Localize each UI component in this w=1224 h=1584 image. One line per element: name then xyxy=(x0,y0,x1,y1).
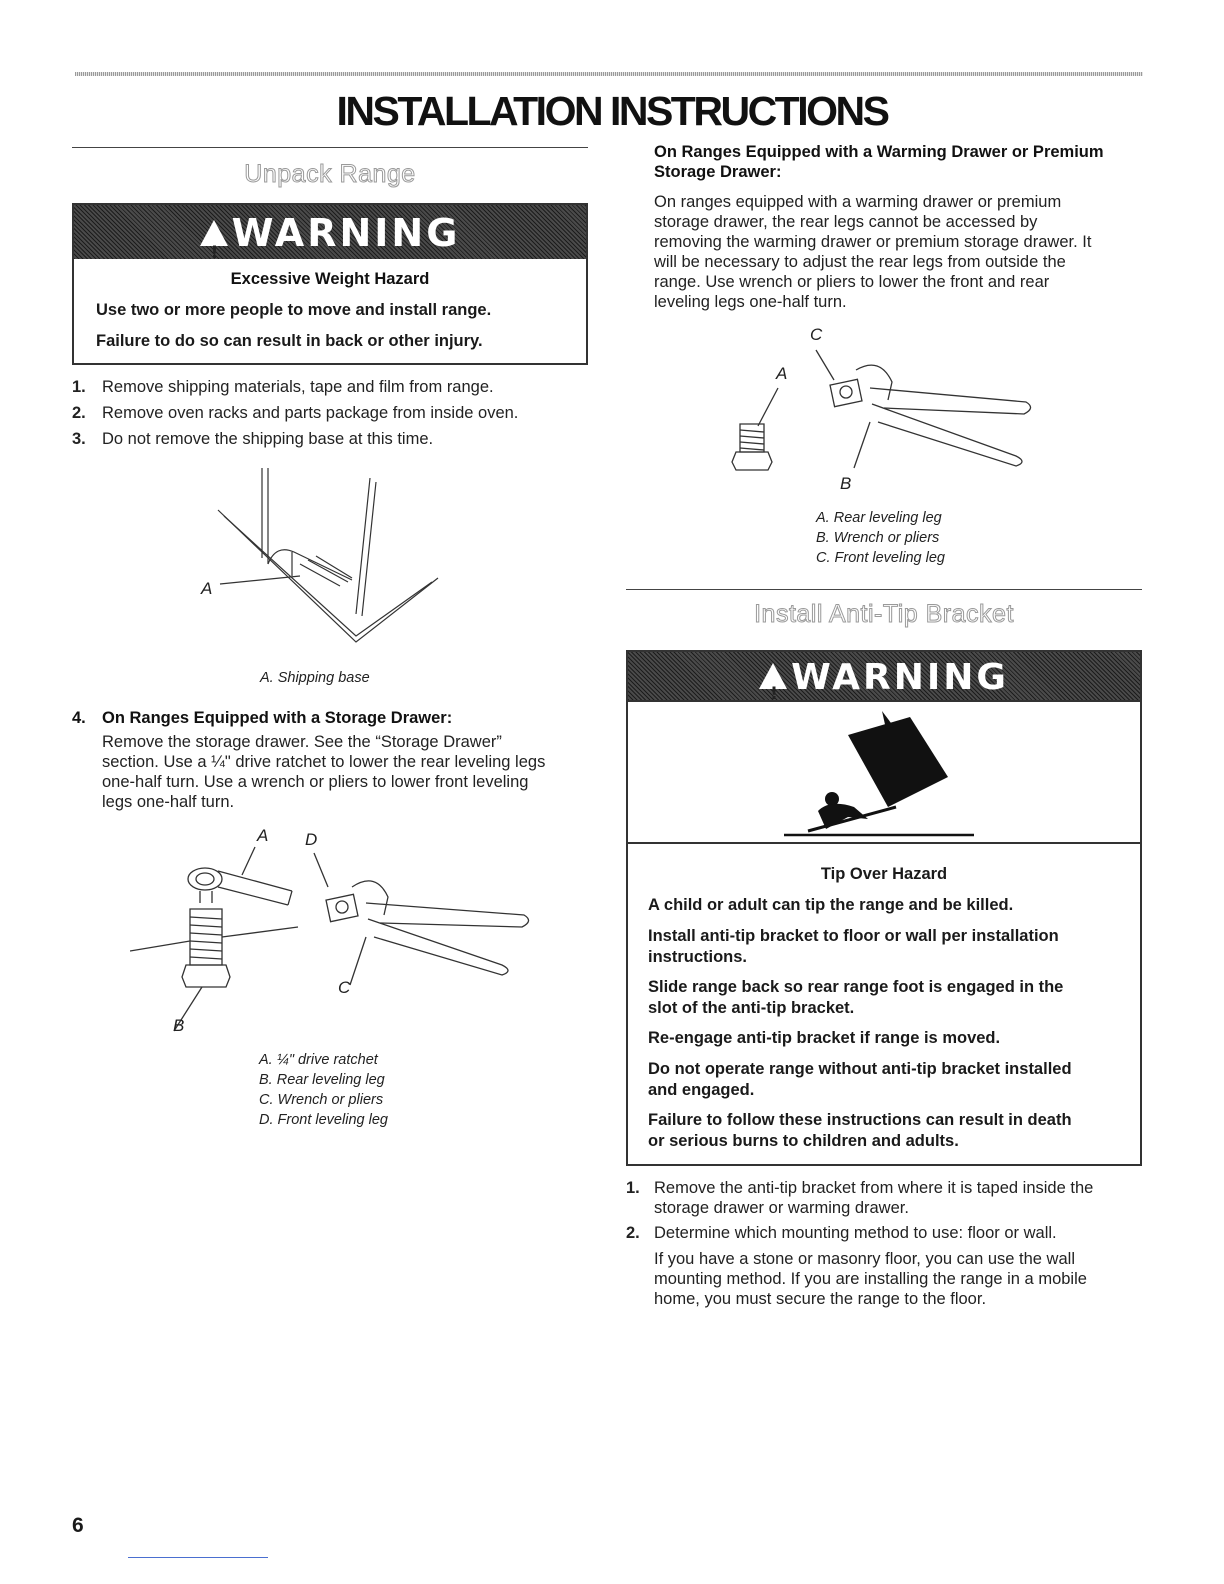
warming-heading: Storage Drawer: xyxy=(654,163,782,181)
figure-caption: D. Front leveling leg xyxy=(259,1112,388,1128)
step-number: 2. xyxy=(72,404,86,422)
figure-label-a: A xyxy=(776,364,788,383)
figure-label-d: D xyxy=(305,830,318,849)
warning-line: Use two or more people to move and install range. xyxy=(96,301,492,319)
figure-label-a: A xyxy=(257,826,269,845)
warning-box-weight xyxy=(72,203,588,365)
hazard-title: Tip Over Hazard xyxy=(820,865,948,883)
step-heading: On Ranges Equipped with a Storage Drawer: xyxy=(102,709,453,727)
leg-pliers-illustration xyxy=(720,340,1050,480)
warning-triangle-icon xyxy=(200,220,228,246)
figure-caption: B. Rear leveling leg xyxy=(259,1072,385,1088)
step-text: Remove shipping materials, tape and film from range. xyxy=(102,378,494,396)
step-text: legs one-half turn. xyxy=(102,793,235,811)
warning-line: slot of the anti-tip bracket. xyxy=(648,999,855,1017)
warning-line: and engaged. xyxy=(648,1081,755,1099)
warning-line: Install anti-tip bracket to floor or wall per installation xyxy=(648,927,1059,945)
warning-line: Re-engage anti-tip bracket if range is moved. xyxy=(648,1029,1001,1047)
warning-band xyxy=(74,205,586,259)
figure-caption: B. Wrench or pliers xyxy=(816,530,940,546)
figure-label-c: C xyxy=(338,978,351,997)
note-line: home, you must secure the range to the floor. xyxy=(654,1290,987,1308)
figure-label-b: B xyxy=(173,1016,185,1035)
body-line: storage drawer, the rear legs cannot be accessed by xyxy=(654,213,1038,231)
section-rule xyxy=(626,589,1142,590)
tip-over-pictogram xyxy=(778,707,988,842)
note-line: mounting method. If you are installing the range in a mobile xyxy=(654,1270,1087,1288)
section-heading-unpack: Unpack Range xyxy=(244,160,416,188)
bottom-link-rule xyxy=(128,1557,268,1558)
section-heading-antitip: Install Anti-Tip Bracket xyxy=(754,600,1014,628)
warning-line: Slide range back so rear range foot is engaged in the xyxy=(648,978,1064,996)
warning-line: or serious burns to children and adults. xyxy=(648,1132,959,1150)
step-text: Remove oven racks and parts package from inside oven. xyxy=(102,404,519,422)
shipping-base-illustration xyxy=(180,460,460,650)
warning-box-tip xyxy=(626,650,1142,1166)
warning-line: Do not operate range without anti-tip bracket installed xyxy=(648,1060,1072,1078)
figure-label-c: C xyxy=(810,325,823,344)
step-text: section. Use a ¼" drive ratchet to lower the rear leveling legs xyxy=(102,753,546,771)
note-line: If you have a stone or masonry floor, you can use the wall xyxy=(654,1250,1075,1268)
warning-triangle-icon xyxy=(759,663,787,689)
step-text: Do not remove the shipping base at this time. xyxy=(102,430,434,448)
body-line: On ranges equipped with a warming drawer or premium xyxy=(654,193,1062,211)
page-number: 6 xyxy=(72,1514,84,1537)
body-line: leveling legs one-half turn. xyxy=(654,293,847,311)
figure-caption: A. ¼" drive ratchet xyxy=(259,1052,378,1068)
page-title: INSTALLATION INSTRUCTIONS xyxy=(336,88,888,134)
figure-caption: C. Front leveling leg xyxy=(816,550,945,566)
warning-line: A child or adult can tip the range and be killed. xyxy=(648,896,1014,914)
body-line: will be necessary to adjust the rear legs from outside the xyxy=(654,253,1066,271)
warming-heading: On Ranges Equipped with a Warming Drawer or Premium xyxy=(654,143,1104,161)
warning-band xyxy=(628,652,1140,700)
body-line: range. Use wrench or pliers to lower the front and rear xyxy=(654,273,1050,291)
warning-label: WARNING xyxy=(231,211,461,255)
hazard-title: Excessive Weight Hazard xyxy=(230,270,430,288)
step-number: 1. xyxy=(626,1179,640,1197)
body-line: removing the warming drawer or premium storage drawer. It xyxy=(654,233,1092,251)
figure-label-a: A xyxy=(201,579,213,598)
step-text: one-half turn. Use a wrench or pliers to lower front leveling xyxy=(102,773,529,791)
step-number: 3. xyxy=(72,430,86,448)
step-number: 4. xyxy=(72,709,86,727)
step-text: storage drawer or warming drawer. xyxy=(654,1199,909,1217)
figure-caption: A. Rear leveling leg xyxy=(816,510,942,526)
figure-caption: C. Wrench or pliers xyxy=(259,1092,384,1108)
warning-line: Failure to do so can result in back or other injury. xyxy=(96,332,483,350)
figure-caption: A. Shipping base xyxy=(260,670,370,686)
top-rule xyxy=(75,72,1143,76)
section-rule xyxy=(72,147,588,148)
warning-label: WARNING xyxy=(791,657,1009,698)
warning-line: instructions. xyxy=(648,948,748,966)
figure-label-b: B xyxy=(840,474,852,493)
step-text: Determine which mounting method to use: floor or wall. xyxy=(654,1224,1057,1242)
step-number: 2. xyxy=(626,1224,640,1242)
step-text: Remove the storage drawer. See the “Storage Drawer” xyxy=(102,733,502,751)
step-number: 1. xyxy=(72,378,86,396)
step-text: Remove the anti-tip bracket from where it is taped inside the xyxy=(654,1179,1094,1197)
warning-line: Failure to follow these instructions can result in death xyxy=(648,1111,1072,1129)
ratchet-pliers-illustration xyxy=(130,845,540,1035)
